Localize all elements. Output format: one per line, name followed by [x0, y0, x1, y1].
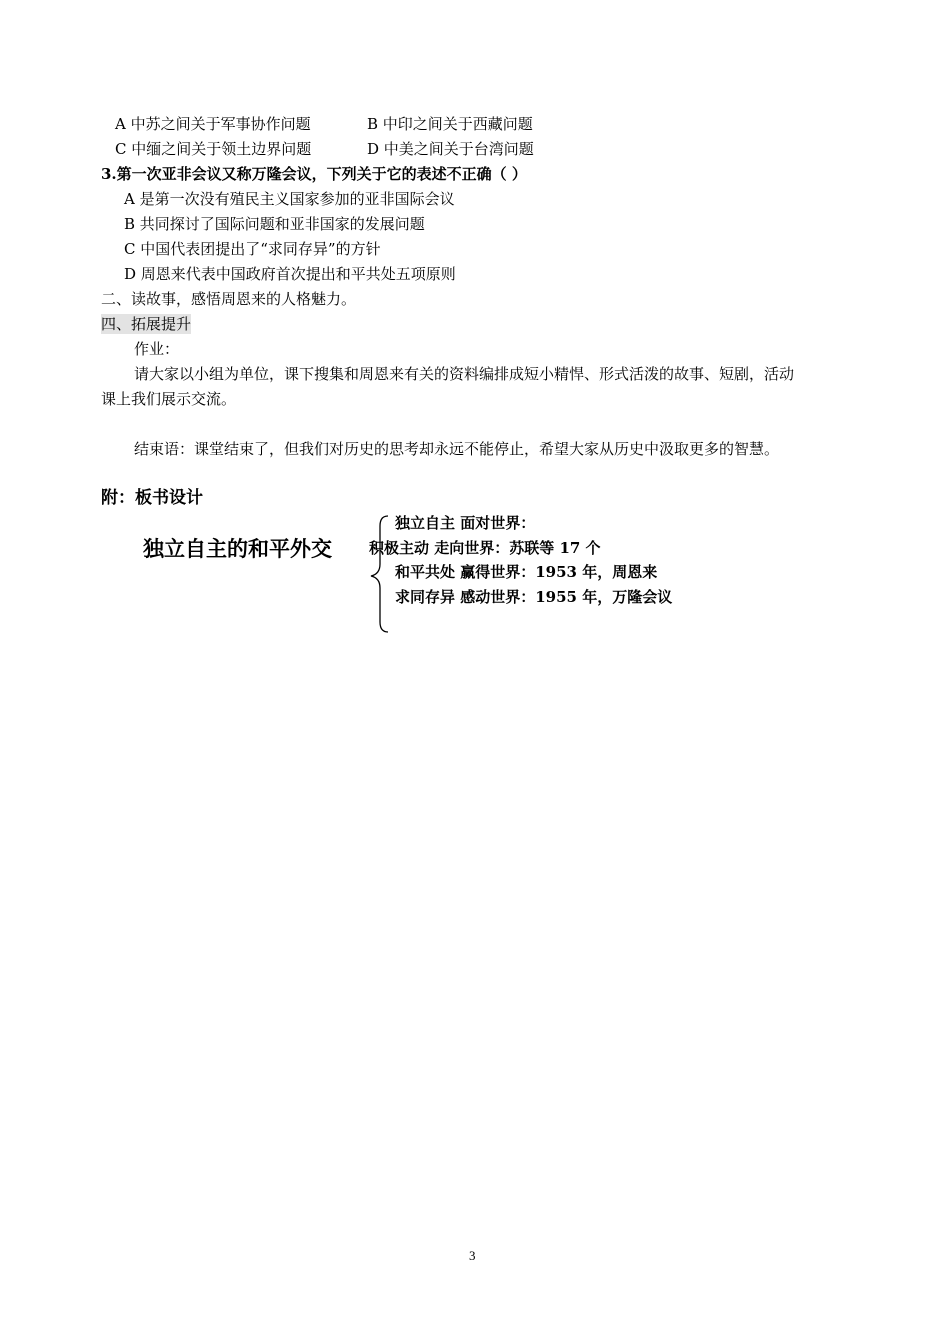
q3-option-c: C 中国代表团提出了“求同存异”的方针	[124, 240, 381, 258]
q2-option-a: A 中苏之间关于军事协作问题	[115, 115, 311, 133]
board-item-3: 和平共处 赢得世界：1953 年，周恩来	[395, 563, 658, 581]
section-4-heading: 四、拓展提升	[101, 315, 192, 333]
homework-text-line-1: 请大家以小组为单位，课下搜集和周恩来有关的资料编排成短小精悍、形式活泼的故事、短剧，活动	[134, 365, 795, 383]
q3-question: 3.第一次亚非会议又称万隆会议，下列关于它的表述不正确（ ）	[101, 165, 527, 183]
q3-option-d: D 周恩来代表中国政府首次提出和平共处五项原则	[124, 265, 456, 283]
closing-remark: 结束语：课堂结束了，但我们对历史的思考却永远不能停止，希望大家从历史中汲取更多的智慧。	[134, 440, 780, 458]
page-number: 3	[469, 1248, 476, 1263]
board-title: 独立自主的和平外交	[143, 537, 332, 561]
q2-option-c: C 中缅之间关于领土边界问题	[115, 140, 312, 158]
q3-option-a: A 是第一次没有殖民主义国家参加的亚非国际会议	[124, 190, 455, 208]
q2-option-d: D 中美之间关于台湾问题	[367, 140, 534, 158]
homework-text-line-2: 课上我们展示交流。	[101, 390, 237, 408]
q2-options-row-1	[115, 114, 533, 134]
q2-option-b: B 中印之间关于西藏问题	[367, 115, 533, 133]
board-item-2: 积极主动 走向世界：苏联等 17 个	[369, 539, 601, 557]
board-item-1: 独立自主 面对世界：	[395, 514, 536, 532]
appendix-heading: 附：板书设计	[101, 488, 203, 508]
q2-options-row-2	[115, 139, 534, 159]
board-item-4: 求同存异 感动世界：1955 年，万隆会议	[395, 588, 673, 606]
homework-label: 作业：	[134, 340, 180, 358]
section-2-heading: 二、读故事，感悟周恩来的人格魅力。	[101, 290, 357, 308]
q3-option-b: B 共同探讨了国际问题和亚非国家的发展问题	[124, 215, 425, 233]
curly-brace	[368, 514, 390, 634]
